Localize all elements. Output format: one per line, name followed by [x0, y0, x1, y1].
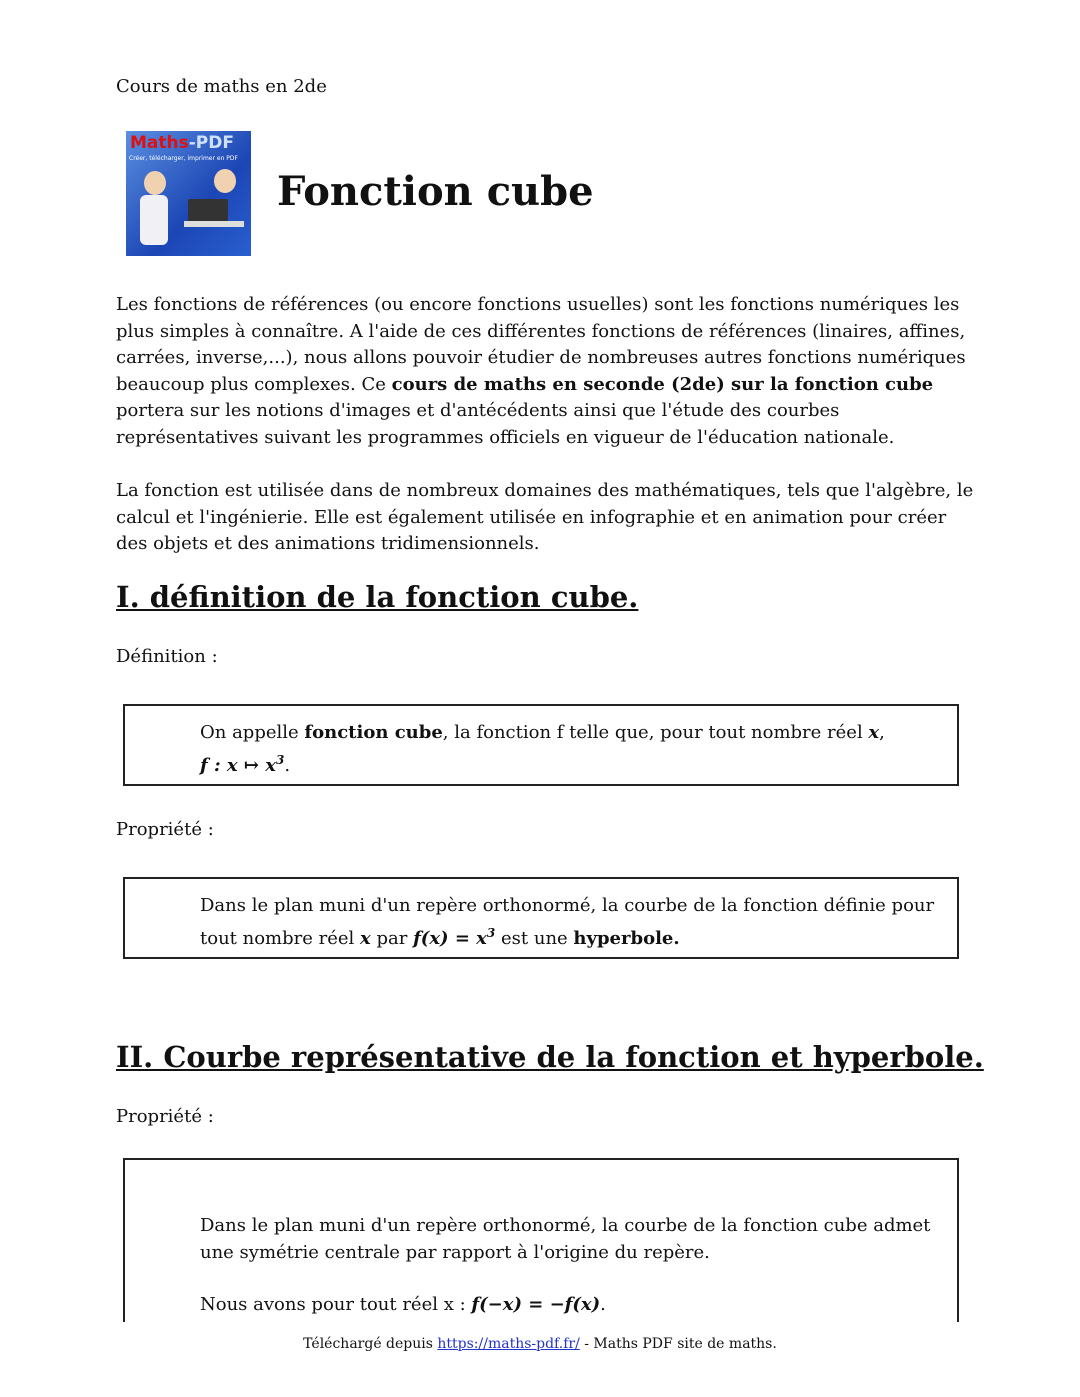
- logo-brand-b: -PDF: [188, 133, 234, 153]
- logo-laptop: [188, 199, 228, 221]
- logo-desk: [184, 221, 244, 227]
- property-box: [123, 877, 959, 959]
- definition-text: On appelle fonction cube, la fonction f telle que, pour tout nombre réel x, f : x ↦ $x^3$.: [200, 722, 885, 776]
- property-label-2: Propriété :: [116, 1106, 214, 1127]
- logo-figure-body: [140, 195, 168, 245]
- definition-box: [123, 704, 959, 786]
- course-label: Cours de maths en 2de: [116, 76, 327, 97]
- logo-figure-head: [144, 171, 166, 195]
- site-link[interactable]: https://maths-pdf.fr/: [437, 1336, 580, 1352]
- section-2-heading: II. Courbe représentative de la fonction et hyperbole.: [116, 1040, 984, 1074]
- property-text: Dans le plan muni d'un repère orthonormé, la courbe de la fonction définie pour tout nombre réel x par $f(x) = x^3$ est une hyperbole.: [200, 895, 935, 949]
- logo-brand-a: Maths: [130, 133, 189, 153]
- section-1-heading: I. définition de la fonction cube.: [116, 580, 639, 614]
- intro-paragraph-1: Les fonctions de références (ou encore fonctions usuelles) sont les fonctions numériques les plus simples à connaître. A l'aide de ces différentes fonctions de références (linaires, affines, carrées, inverse,...), nous allons pouvoir étudier de nombreuses autres fonctions numériques beaucoup plus complexes. Ce cours de maths en seconde (2de) sur la fonction cube portera sur les notions d'images et d'antécédents ainsi que l'étude des courbes représentatives suivant les programmes officiels en vigueur de l'éducation nationale.: [116, 294, 966, 448]
- property-label: Propriété :: [116, 819, 214, 840]
- symmetry-text: Dans le plan muni d'un repère orthonormé, la courbe de la fonction cube admet une symétrie centrale par rapport à l'origine du repère.: [200, 1215, 931, 1263]
- footer-area: [0, 1322, 1080, 1397]
- maths-pdf-logo: [126, 131, 251, 256]
- odd-function-text: Nous avons pour tout réel x : f(−x) = −f(x).: [200, 1294, 606, 1315]
- page-title: Fonction cube: [277, 168, 594, 215]
- intro-paragraph-2: La fonction est utilisée dans de nombreux domaines des mathématiques, tels que l'algèbre, le calcul et l'ingénierie. Elle est également utilisée en infographie et en animation pour créer des objets et des animations tridimensionnels.: [116, 480, 974, 554]
- logo-figure-head-2: [214, 169, 236, 193]
- footer: Téléchargé depuis https://maths-pdf.fr/ - Maths PDF site de maths.: [303, 1336, 777, 1352]
- logo-tagline: Créer, télécharger, imprimer en PDF: [129, 155, 238, 162]
- definition-label: Définition :: [116, 646, 218, 667]
